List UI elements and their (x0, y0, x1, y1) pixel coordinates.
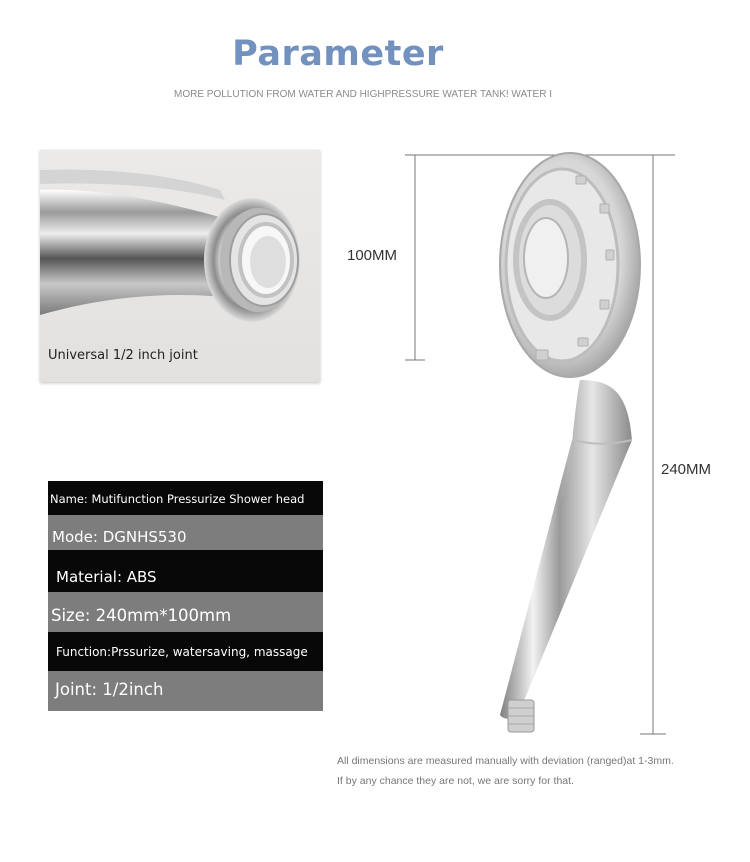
spec-mode: Mode: DGNHS530 (48, 515, 323, 550)
spec-joint: Joint: 1/2inch (48, 671, 323, 711)
spec-material: Material: ABS (48, 550, 323, 592)
spec-function: Function:Prssurize, watersaving, massage (48, 632, 323, 671)
joint-caption: Universal 1/2 inch joint (48, 348, 198, 363)
apology-note: If by any chance they are not, we are sorry for that. (337, 775, 574, 787)
measurement-note: All dimensions are measured manually with deviation (ranged)at 1-3mm. (337, 755, 674, 767)
total-length-label: 240MM (661, 461, 712, 478)
shower-head-illustration (400, 140, 740, 740)
head-diameter-label: 100MM (347, 247, 398, 264)
spec-name: Name: Mutifunction Pressurize Shower head (48, 481, 323, 515)
page-title: Parameter (232, 34, 444, 74)
joint-photo (40, 150, 320, 382)
spec-size: Size: 240mm*100mm (48, 592, 323, 632)
page-subtitle: MORE POLLUTION FROM WATER AND HIGHPRESSURE WATER TANK! WATER I (174, 89, 552, 100)
